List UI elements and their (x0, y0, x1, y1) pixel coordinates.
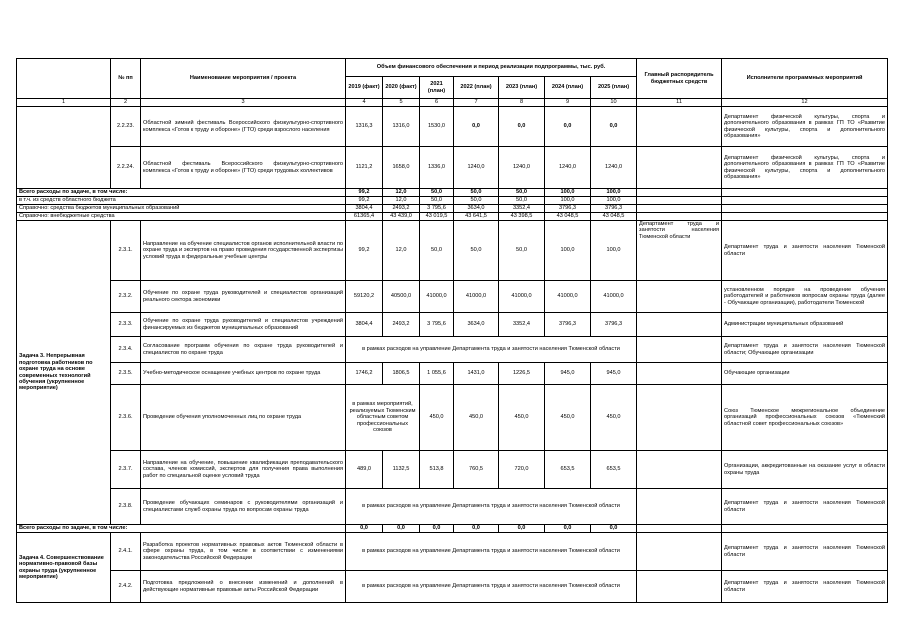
value-cell: 0,0 (499, 525, 545, 533)
distributor-cell-empty (637, 385, 722, 451)
value-cell: 12,0 (383, 197, 420, 205)
value-cell: 0,0 (545, 525, 591, 533)
row-number: 2.3.3. (111, 313, 141, 337)
column-number: 5 (383, 99, 420, 107)
row-number: 2.3.1. (111, 221, 141, 281)
table-body (17, 59, 888, 603)
distributor-cell-empty (637, 205, 722, 213)
value-cell: 50,0 (420, 189, 454, 197)
row-number: 2.3.4. (111, 337, 141, 363)
value-cell: 40500,0 (383, 281, 420, 313)
value-cell: 99,2 (346, 197, 383, 205)
header-distributor: Главный распорядитель бюджетных средств (637, 59, 722, 99)
row-number: 2.3.8. (111, 489, 141, 525)
value-cell: 0,0 (454, 525, 499, 533)
task-cell-empty (17, 107, 111, 147)
row-name: Учебно-методическое оснащение учебных центров по охране труда (141, 363, 346, 385)
funding-span-note: в рамках расходов на управление Департамента труда и занятости населения Тюменской области (346, 571, 637, 603)
value-cell: 3804,4 (346, 205, 383, 213)
distributor-cell-empty (637, 489, 722, 525)
value-cell: 945,0 (545, 363, 591, 385)
value-cell: 100,0 (545, 197, 591, 205)
value-cell: 43 048,5 (591, 213, 637, 221)
table-row (17, 313, 888, 337)
row-name: Согласование программ обучения по охране труда руководителей и специалистов по охране труда (141, 337, 346, 363)
row-name: Направление на обучение специалистов органов исполнительной власти по охране труда и экспертов на право проведения государственной экспертизы условий труда в федеральные учебные центры (141, 221, 346, 281)
column-number: 3 (141, 99, 346, 107)
value-cell: 1336,0 (420, 147, 454, 189)
value-cell: 653,5 (591, 451, 637, 489)
header-row-1 (17, 59, 888, 77)
table-row (17, 337, 888, 363)
row-number: 2.3.5. (111, 363, 141, 385)
row-name: Проведение обучения уполномоченных лиц по охране труда (141, 385, 346, 451)
value-cell: 3352,4 (499, 313, 545, 337)
header-name: Наименование мероприятия / проекта (141, 59, 346, 99)
value-cell: 0,0 (420, 525, 454, 533)
distributor-cell-empty (637, 571, 722, 603)
value-cell: 43 398,5 (499, 213, 545, 221)
value-cell: 1316,3 (346, 107, 383, 147)
row-number: 2.4.2. (111, 571, 141, 603)
column-number: 4 (346, 99, 383, 107)
value-cell: 100,0 (591, 197, 637, 205)
distributor-cell-empty (637, 525, 722, 533)
value-cell: 50,0 (454, 197, 499, 205)
value-cell: 450,0 (420, 385, 454, 451)
row-name: Обучение по охране труда руководителей и специалистов учреждений финансируемых из бюджетов муниципальных образований (141, 313, 346, 337)
value-cell: 653,5 (545, 451, 591, 489)
value-cell: 50,0 (454, 189, 499, 197)
summary-label: Справочно: средства бюджетов муниципальных образований (17, 205, 346, 213)
table-row (17, 363, 888, 385)
executor-cell: Департамент физической культуры, спорта и дополнительного образования в рамках ГП ТО «Развитие физической культуры, спорта и дополнительного образования» (722, 147, 888, 189)
value-cell: 1226,5 (499, 363, 545, 385)
executor-cell: Департамент труда и занятости населения Тюменской области (722, 571, 888, 603)
value-cell: 41000,0 (499, 281, 545, 313)
task-cell-empty (17, 147, 111, 189)
header-year: 2024 (план) (545, 77, 591, 99)
distributor-cell-empty (637, 197, 722, 205)
value-cell: 1240,0 (499, 147, 545, 189)
value-cell: 3796,3 (545, 205, 591, 213)
executor-cell: Администрации муниципальных образований (722, 313, 888, 337)
distributor-cell-empty (637, 147, 722, 189)
header-funding: Объем финансового обеспечения и период реализации подпрограммы, тыс. руб. (346, 59, 637, 77)
value-cell: 1316,0 (383, 107, 420, 147)
executor-cell-empty (722, 205, 888, 213)
value-cell: 41000,0 (454, 281, 499, 313)
table-row (17, 221, 888, 281)
row-number: 2.2.23. (111, 107, 141, 147)
header-year: 2023 (план) (499, 77, 545, 99)
row-name: Разработка проектов нормативных правовых актов Тюменской области в сфере охраны труда, в том числе в соответствии с изменениями законодательства Российской Федерации (141, 533, 346, 571)
value-cell: 50,0 (454, 221, 499, 281)
executor-cell: Департамент труда и занятости населения Тюменской области (722, 221, 888, 281)
funding-span-note: в рамках расходов на управление Департамента труда и занятости населения Тюменской области (346, 337, 637, 363)
value-cell: 1240,0 (591, 147, 637, 189)
summary-row (17, 189, 888, 197)
column-number: 7 (454, 99, 499, 107)
summary-label: Справочно: внебюджетные средства (17, 213, 346, 221)
value-cell: 450,0 (545, 385, 591, 451)
value-cell: 3796,3 (591, 313, 637, 337)
summary-row (17, 197, 888, 205)
executor-cell: Департамент труда и занятости населения Тюменской области (722, 533, 888, 571)
executor-cell: Обучающие организации (722, 363, 888, 385)
value-cell: 100,0 (591, 221, 637, 281)
value-cell: 0,0 (499, 107, 545, 147)
row-name: Областной фестиваль Всероссийского физкультурно-спортивного комплекса «Готов к труду и обороне» (ГТО) среди трудовых коллективов (141, 147, 346, 189)
value-cell: 50,0 (420, 197, 454, 205)
column-number: 11 (637, 99, 722, 107)
value-cell: 3634,0 (454, 313, 499, 337)
column-number: 10 (591, 99, 637, 107)
value-cell: 43 641,5 (454, 213, 499, 221)
value-cell: 1530,0 (420, 107, 454, 147)
value-cell: 50,0 (499, 197, 545, 205)
table-row (17, 107, 888, 147)
value-cell: 3634,0 (454, 205, 499, 213)
column-number: 6 (420, 99, 454, 107)
column-number: 1 (17, 99, 111, 107)
distributor-cell-empty (637, 107, 722, 147)
value-cell: 0,0 (545, 107, 591, 147)
executor-cell-empty (722, 197, 888, 205)
row-number: 2.2.24. (111, 147, 141, 189)
summary-label: в т.ч. из средств областного бюджета (17, 197, 346, 205)
row-name: Проведение обучающих семинаров с руководителями организаций и специалистами служб охраны труда по вопросам охраны труда (141, 489, 346, 525)
table-row (17, 281, 888, 313)
executor-cell-empty (722, 213, 888, 221)
executor-cell: Департамент физической культуры, спорта и дополнительного образования в рамках ГП ТО «Развитие физической культуры, спорта и дополнительного образования» (722, 107, 888, 147)
value-cell: 450,0 (499, 385, 545, 451)
header-blank (17, 59, 111, 99)
header-num: № пп (111, 59, 141, 99)
funding-span-note: в рамках расходов на управление Департамента труда и занятости населения Тюменской области (346, 533, 637, 571)
header-year: 2020 (факт) (383, 77, 420, 99)
distributor-cell-empty (637, 533, 722, 571)
value-cell: 450,0 (591, 385, 637, 451)
table-row (17, 489, 888, 525)
executor-cell: Департамент труда и занятости населения Тюменской области (722, 489, 888, 525)
summary-row (17, 213, 888, 221)
value-cell: 1121,2 (346, 147, 383, 189)
value-cell: 99,2 (346, 189, 383, 197)
distributor-cell-empty (637, 363, 722, 385)
value-cell: 513,8 (420, 451, 454, 489)
header-year: 2021 (план) (420, 77, 454, 99)
value-cell: 3796,3 (545, 313, 591, 337)
value-cell: 1746,2 (346, 363, 383, 385)
row-name: Областной зимний фестиваль Всероссийского физкультурно-спортивного комплекса «Готов к труду и обороне» (ГТО) среди взрослого населения (141, 107, 346, 147)
row-number: 2.3.7. (111, 451, 141, 489)
funding-first-note: в рамках мероприятий, реализуемых Тюменским областным советом профессиональных союзов (346, 385, 420, 451)
task-label: Задача 3. Непрерывная подготовка работников по охране труда на основе современных технологий обучения (укрупненное мероприятие) (17, 221, 111, 525)
executor-cell-empty (722, 525, 888, 533)
distributor-cell-empty (637, 281, 722, 313)
value-cell: 1658,0 (383, 147, 420, 189)
header-executors: Исполнители программных мероприятий (722, 59, 888, 99)
column-number: 2 (111, 99, 141, 107)
value-cell: 450,0 (454, 385, 499, 451)
task-label: Задача 4. Совершенствование нормативно-правовой базы охраны труда (укрупненное мероприятие) (17, 533, 111, 603)
distributor-cell: Департамент труда и занятости населения Тюменской области (637, 221, 722, 281)
table-row (17, 533, 888, 571)
value-cell: 43 439,0 (383, 213, 420, 221)
value-cell: 50,0 (499, 221, 545, 281)
value-cell: 0,0 (591, 525, 637, 533)
table-row (17, 571, 888, 603)
row-number: 2.4.1. (111, 533, 141, 571)
summary-label: Всего расходы по задаче, в том числе: (17, 189, 346, 197)
value-cell: 720,0 (499, 451, 545, 489)
executor-cell-empty (722, 189, 888, 197)
value-cell: 43 048,5 (545, 213, 591, 221)
summary-row (17, 205, 888, 213)
value-cell: 41000,0 (545, 281, 591, 313)
column-number: 8 (499, 99, 545, 107)
program-table-sheet (16, 58, 888, 603)
value-cell: 2493,2 (383, 205, 420, 213)
executor-cell: установленном порядке на проведение обучения работодателей и работников вопросам охраны труда (далее - Обучающие организации), работодатели Тюменской (722, 281, 888, 313)
value-cell: 760,5 (454, 451, 499, 489)
value-cell: 12,0 (383, 189, 420, 197)
value-cell: 41000,0 (420, 281, 454, 313)
value-cell: 100,0 (545, 189, 591, 197)
table-row (17, 451, 888, 489)
value-cell: 3804,4 (346, 313, 383, 337)
value-cell: 1240,0 (454, 147, 499, 189)
value-cell: 50,0 (499, 189, 545, 197)
header-year: 2022 (план) (454, 77, 499, 99)
value-cell: 3 795,6 (420, 205, 454, 213)
value-cell: 945,0 (591, 363, 637, 385)
executor-cell: Департамент труда и занятости населения Тюменской области; Обучающие организации (722, 337, 888, 363)
value-cell: 1132,5 (383, 451, 420, 489)
value-cell: 3352,4 (499, 205, 545, 213)
value-cell: 0,0 (346, 525, 383, 533)
value-cell: 489,0 (346, 451, 383, 489)
value-cell: 59120,2 (346, 281, 383, 313)
value-cell: 2493,2 (383, 313, 420, 337)
distributor-cell-empty (637, 213, 722, 221)
summary-label: Всего расходы по задаче, в том числе: (17, 525, 346, 533)
row-name: Обучение по охране труда руководителей и специалистов организаций реального сектора экономики (141, 281, 346, 313)
distributor-cell-empty (637, 313, 722, 337)
value-cell: 12,0 (383, 221, 420, 281)
executor-cell: Союз Тюменское межрегиональное объединение организаций профессиональных союзов «Тюменский областной совет профессиональных союзов» (722, 385, 888, 451)
value-cell: 1 055,6 (420, 363, 454, 385)
column-number-row (17, 99, 888, 107)
funding-span-note: в рамках расходов на управление Департамента труда и занятости населения Тюменской области (346, 489, 637, 525)
header-year: 2019 (факт) (346, 77, 383, 99)
value-cell: 41000,0 (591, 281, 637, 313)
table-row (17, 147, 888, 189)
column-number: 9 (545, 99, 591, 107)
value-cell: 61365,4 (346, 213, 383, 221)
value-cell: 1806,5 (383, 363, 420, 385)
value-cell: 3796,3 (591, 205, 637, 213)
value-cell: 1240,0 (545, 147, 591, 189)
distributor-cell-empty (637, 337, 722, 363)
value-cell: 0,0 (383, 525, 420, 533)
summary-row (17, 525, 888, 533)
table-row (17, 385, 888, 451)
value-cell: 100,0 (591, 189, 637, 197)
header-year: 2025 (план) (591, 77, 637, 99)
value-cell: 0,0 (591, 107, 637, 147)
row-name: Подготовка предложений о внесении изменений и дополнений в действующие нормативные правовые акты Российской Федерации (141, 571, 346, 603)
value-cell: 0,0 (454, 107, 499, 147)
executor-cell: Организации, аккредитованные на оказание услуг в области охраны труда (722, 451, 888, 489)
distributor-cell-empty (637, 451, 722, 489)
distributor-cell-empty (637, 189, 722, 197)
value-cell: 100,0 (545, 221, 591, 281)
row-name: Направление на обучение, повышение квалификации преподавательского состава, членов комиссий, экспертов для получения права выполнения работ по специальной оценке условий труда (141, 451, 346, 489)
column-number: 12 (722, 99, 888, 107)
value-cell: 99,2 (346, 221, 383, 281)
value-cell: 43 019,5 (420, 213, 454, 221)
value-cell: 3 795,6 (420, 313, 454, 337)
value-cell: 1431,0 (454, 363, 499, 385)
row-number: 2.3.2. (111, 281, 141, 313)
program-table (16, 58, 888, 603)
value-cell: 50,0 (420, 221, 454, 281)
row-number: 2.3.6. (111, 385, 141, 451)
